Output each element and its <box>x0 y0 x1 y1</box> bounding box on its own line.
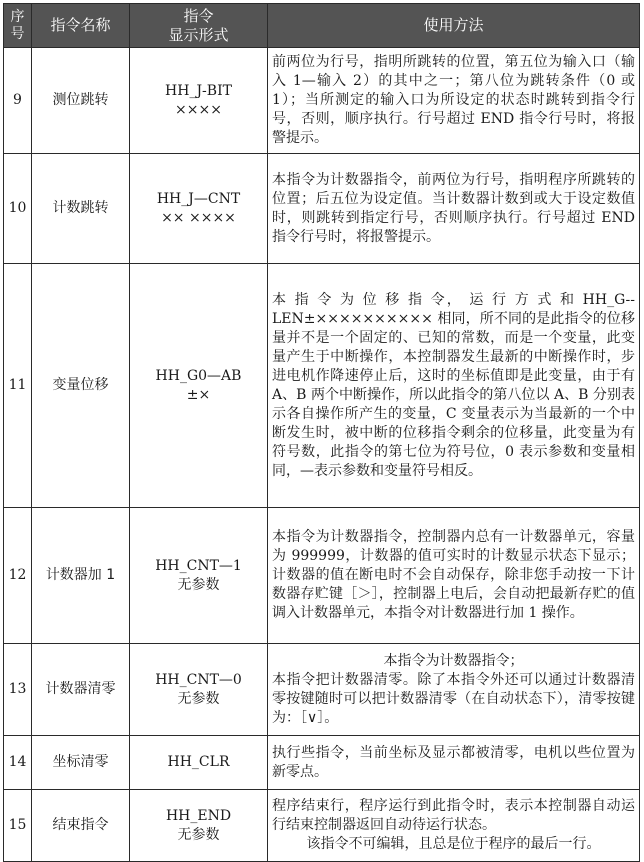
row-number: 10 <box>4 154 32 264</box>
row-form-line: HH_CNT—0 <box>155 671 242 688</box>
row-name: 测位跳转 <box>32 48 130 154</box>
row-usage: 本指令为计数器指令，前两位为行号，指明程序所跳转的位置；后五位为设定值。当计数器计数到或大于设定数值时，则跳转到指定行号，否则顺序执行。行号超过 END 指令行号时，将报警提示。 <box>268 154 640 264</box>
header-no: 序号 <box>4 4 32 48</box>
row-number: 14 <box>4 736 32 790</box>
row-usage <box>268 644 640 736</box>
row-name: 计数器清零 <box>32 644 130 736</box>
table-row <box>4 154 640 264</box>
row-number: 15 <box>4 790 32 862</box>
row-form-line: HH_J—CNT <box>156 190 241 207</box>
row-name: 变量位移 <box>32 264 130 508</box>
row-form <box>130 154 268 264</box>
row-number: 11 <box>4 264 32 508</box>
row-usage <box>268 790 640 862</box>
row-name: 计数器加 1 <box>32 508 130 644</box>
header-form-line1: 指令 <box>183 6 214 25</box>
table-row <box>4 508 640 644</box>
row-form <box>130 48 268 154</box>
row-number: 9 <box>4 48 32 154</box>
row-name: 坐标清零 <box>32 736 130 790</box>
row-usage: 执行些指令，当前坐标及显示都被清零，电机以些位置为新零点。 <box>268 736 640 790</box>
row-name: 结束指令 <box>32 790 130 862</box>
row-usage-line: 本指令为计数器指令； <box>383 652 524 669</box>
row-number: 13 <box>4 644 32 736</box>
row-usage-line: 程序结束行，程序运行到此指令时，表示本控制器自动运行结束控制器返回自动待运行状态。 <box>272 798 635 833</box>
instruction-table <box>3 3 640 862</box>
table-row <box>4 644 640 736</box>
row-form-line: HH_CLR <box>167 754 230 770</box>
header-usage: 使用方法 <box>268 4 640 48</box>
header-form-line2: 显示形式 <box>168 25 229 44</box>
row-usage: 本指令为计数器指令，控制器内总有一计数器单元，容量为 999999，计数器的值可实时的计数显示状态下显示；计数器的值在断电时不会自动保存，除非您手动按一下计数器存贮键［＞］，控制器上电后，会自动把最新存贮的值调入计数器单元，本指令对计数器进行加 1 操作。 <box>268 508 640 644</box>
row-form-line: 无参数 <box>177 576 220 593</box>
row-form <box>130 736 268 790</box>
row-form-line: ×× ×××× <box>161 209 236 226</box>
row-usage-line: 本指令把计数器清零。除了本指令外还可以通过计数器清零按键随时可以把计数器清零（在自动状态下），清零按键为：［∨］。 <box>272 671 635 726</box>
row-form-line: ×××× <box>175 101 222 118</box>
table-header-row <box>4 4 640 48</box>
row-form-line: HH_CNT—1 <box>155 557 242 574</box>
row-form <box>130 508 268 644</box>
header-form <box>130 4 268 48</box>
row-number: 12 <box>4 508 32 644</box>
row-form-line: 无参数 <box>177 826 220 843</box>
table-row <box>4 736 640 790</box>
table-row <box>4 790 640 862</box>
row-usage-line: 该指令不可编辑，且总是位于程序的最后一行。 <box>306 836 601 852</box>
row-usage: 本 指 令 为 位 移 指 令， 运 行 方 式 和 HH_G--LEN±×××××××××× 相同，所不同的是此指令的位移量并不是一个固定的、已知的常数，而是一个变量，此变量产生于中断操作，本控制器发生最新的中断操作时，步进电机作降速停止后，这时的坐标值即是此变量，由于有 A、B 两个中断操作，所以此指令的第八位以 A、B 分别表示各自操作所产生的变量，C 变量表示为当最新的一个中断发生时，被中断的位移指令剩余的位移量，此变量为有符号数，此指令的第七位为符号位，0 表示参数和变量相同，—表示参数和变量符号相反。 <box>268 264 640 508</box>
row-form <box>130 644 268 736</box>
row-usage: 前两位为行号，指明所跳转的位置，第五位为输入口（输入 1—输入 2）的其中之一；第八位为跳转条件（0 或 1）；当所测定的输入口为所设定的状态时跳转到指令行号，否则，顺序执行。行号超过 END 指令行号时，将报警提示。 <box>268 48 640 154</box>
row-form-line: ±× <box>186 386 211 403</box>
row-form <box>130 790 268 862</box>
row-form <box>130 264 268 508</box>
row-form-line: 无参数 <box>177 690 220 707</box>
row-form-line: HH_G0—AB <box>155 367 242 384</box>
row-form-line: HH_END <box>165 807 232 824</box>
table-row <box>4 48 640 154</box>
table-row <box>4 264 640 508</box>
row-form-line: HH_J-BIT <box>165 82 232 99</box>
header-name: 指令名称 <box>32 4 130 48</box>
row-name: 计数跳转 <box>32 154 130 264</box>
